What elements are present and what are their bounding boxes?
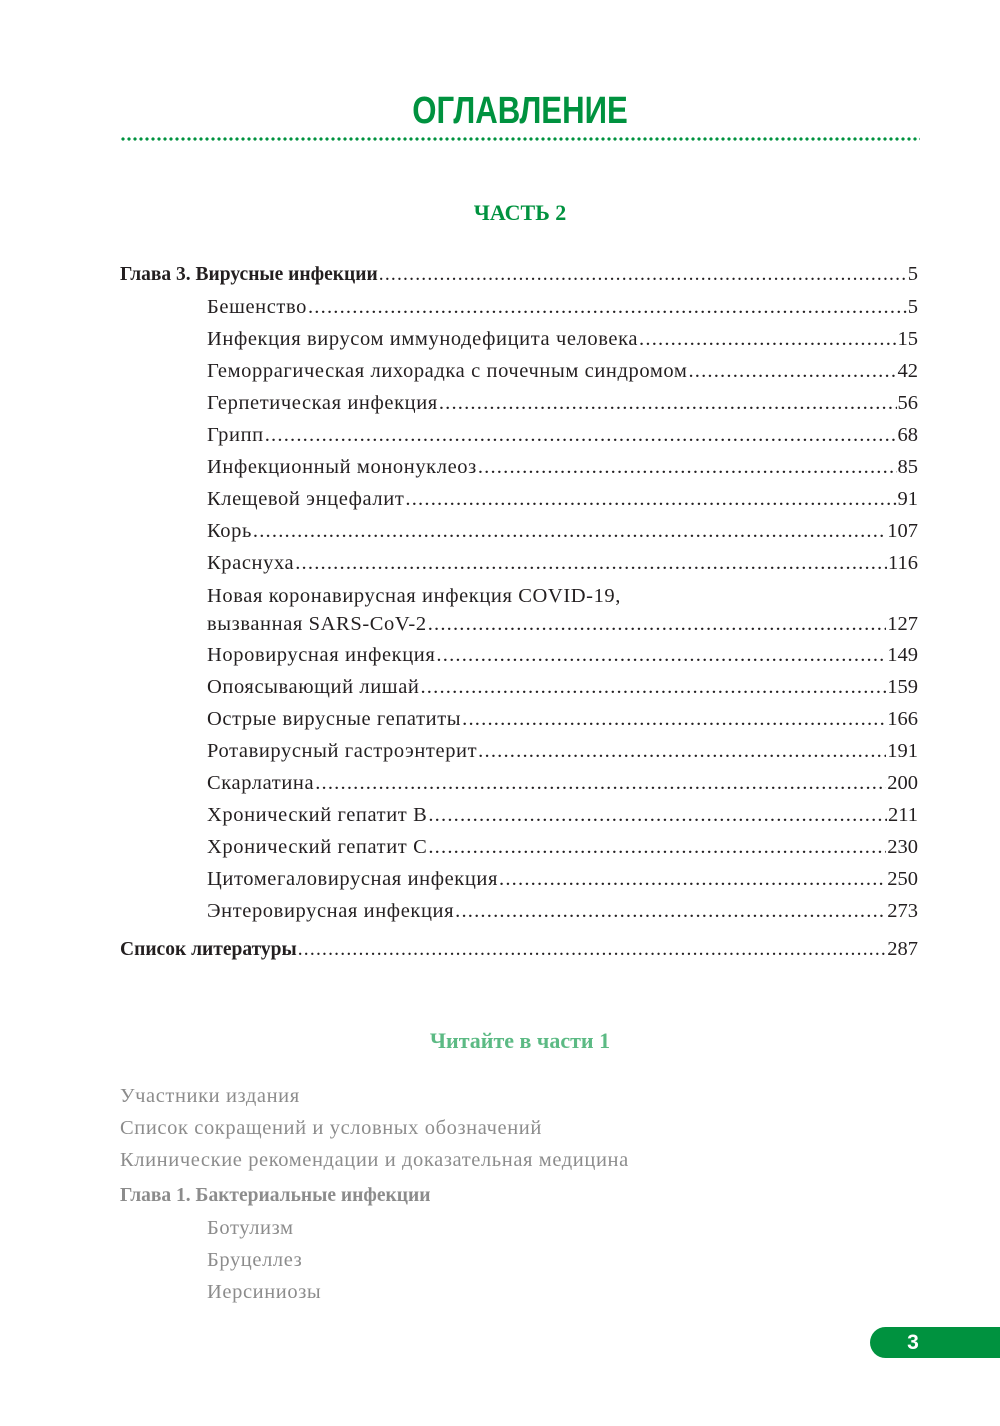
toc-page-number: 56 <box>897 392 918 414</box>
dot-leader <box>639 323 896 355</box>
toc-item-label: Ротавирусный гастроэнтерит <box>207 740 478 762</box>
toc-item-label: Опоясывающий лишай <box>207 676 420 698</box>
toc-item[interactable] <box>120 609 918 639</box>
toc-item[interactable] <box>120 895 918 927</box>
toc-item-label-line1: Новая коронавирусная инфекция COVID-19, <box>207 585 622 607</box>
toc-item-label: Грипп <box>207 424 264 446</box>
toc-item[interactable] <box>120 671 918 703</box>
toc-item[interactable] <box>120 291 918 323</box>
toc-page-number: 287 <box>887 938 918 960</box>
toc-page-number: 5 <box>907 263 918 285</box>
toc-item-label: Хронический гепатит C <box>207 836 428 858</box>
toc-item-label: Острые вирусные гепатиты <box>207 708 462 730</box>
toc-item[interactable] <box>120 831 918 863</box>
toc-item[interactable] <box>120 735 918 767</box>
dot-leader <box>298 934 887 966</box>
dot-leader <box>478 451 897 483</box>
dot-leader <box>315 767 886 799</box>
dot-leader <box>462 703 886 735</box>
toc-item[interactable] <box>120 355 918 387</box>
toc-item[interactable] <box>120 387 918 419</box>
toc-page-number: 166 <box>887 708 918 730</box>
toc-page-number: 200 <box>887 772 918 794</box>
part-2-heading: ЧАСТЬ 2 <box>473 200 567 225</box>
toc-page-number: 42 <box>897 360 918 382</box>
toc-item-label: Хронический гепатит B <box>207 804 428 826</box>
page-number-badge <box>870 1327 1000 1358</box>
table-of-contents <box>120 258 918 966</box>
part1-front-item: Участники издания <box>120 1085 300 1107</box>
toc-page-number: 230 <box>887 836 918 858</box>
toc-item[interactable] <box>120 419 918 451</box>
toc-page-number: 191 <box>887 740 918 762</box>
toc-chapter-label: Глава 3. Вирусные инфекции <box>120 264 378 285</box>
toc-item-label: Бешенство <box>207 296 307 318</box>
toc-item[interactable] <box>120 703 918 735</box>
part1-chapter-item: Ботулизм <box>207 1217 294 1239</box>
toc-item[interactable] <box>120 767 918 799</box>
part-1-heading: Читайте в части 1 <box>429 1028 611 1053</box>
toc-page-number: 91 <box>897 488 918 510</box>
toc-item-label: Скарлатина <box>207 772 315 794</box>
toc-item-label: Норовирусная инфекция <box>207 644 436 666</box>
toc-references[interactable] <box>120 933 918 966</box>
toc-item-label: Геморрагическая лихорадка с почечным синдромом <box>207 360 688 382</box>
toc-page-number: 250 <box>887 868 918 890</box>
toc-page-number: 149 <box>887 644 918 666</box>
part1-front-item: Список сокращений и условных обозначений <box>120 1117 542 1139</box>
toc-item-label: Герпетическая инфекция <box>207 392 438 414</box>
part1-chapter-item: Иерсиниозы <box>207 1281 322 1303</box>
toc-item[interactable] <box>120 547 918 579</box>
part1-chapter-item: Бруцеллез <box>207 1249 303 1271</box>
dot-leader <box>379 259 907 291</box>
toc-chapter-3[interactable] <box>120 258 918 291</box>
toc-item-label: Инфекционный мононуклеоз <box>207 456 477 478</box>
toc-page-number: 5 <box>907 296 918 318</box>
dot-leader <box>428 831 886 863</box>
toc-page-number: 107 <box>887 520 918 542</box>
dot-leader <box>439 387 897 419</box>
dot-leader <box>436 639 886 671</box>
toc-page-number: 159 <box>887 676 918 698</box>
dot-leader <box>420 671 886 703</box>
toc-item-label: Клещевой энцефалит <box>207 488 405 510</box>
toc-item[interactable] <box>120 323 918 355</box>
toc-page-number: 85 <box>897 456 918 478</box>
dot-leader <box>253 515 886 547</box>
toc-page-number: 15 <box>897 328 918 350</box>
toc-item-label: Энтеровирусная инфекция <box>207 900 455 922</box>
toc-item[interactable] <box>120 863 918 895</box>
toc-references-label: Список литературы <box>120 939 297 960</box>
part1-front-item: Клинические рекомендации и доказательная медицина <box>120 1149 629 1171</box>
dot-leader <box>428 609 887 639</box>
toc-item-label: Краснуха <box>207 552 295 574</box>
dot-leader <box>405 483 896 515</box>
toc-item[interactable] <box>120 451 918 483</box>
toc-item[interactable] <box>120 483 918 515</box>
toc-item-label: вызванная SARS-CoV-2 <box>207 613 427 635</box>
dot-leader <box>308 291 907 323</box>
toc-item[interactable] <box>120 799 918 831</box>
toc-item-label: Цитомегаловирусная инфекция <box>207 868 499 890</box>
toc-item-label: Инфекция вирусом иммунодефицита человека <box>207 328 639 350</box>
part-1-contents <box>120 1080 920 1308</box>
dot-leader <box>428 799 887 831</box>
toc-item[interactable] <box>120 639 918 671</box>
page-title: ОГЛАВЛЕНИЕ <box>412 90 628 132</box>
toc-page-number: 273 <box>887 900 918 922</box>
dot-leader <box>688 355 896 387</box>
title-dotted-rule <box>120 137 920 141</box>
dot-leader <box>499 863 886 895</box>
toc-item[interactable] <box>120 515 918 547</box>
page-number: 3 <box>907 1331 919 1354</box>
toc-page-number: 68 <box>897 424 918 446</box>
dot-leader <box>455 895 886 927</box>
toc-item-label: Корь <box>207 520 252 542</box>
dot-leader <box>478 735 886 767</box>
toc-page-number: 127 <box>887 613 918 635</box>
dot-leader <box>265 419 897 451</box>
dot-leader <box>295 547 887 579</box>
toc-page-number: 211 <box>888 804 918 826</box>
toc-page-number: 116 <box>888 552 918 574</box>
part1-chapter-1: Глава 1. Бактериальные инфекции <box>120 1185 431 1206</box>
